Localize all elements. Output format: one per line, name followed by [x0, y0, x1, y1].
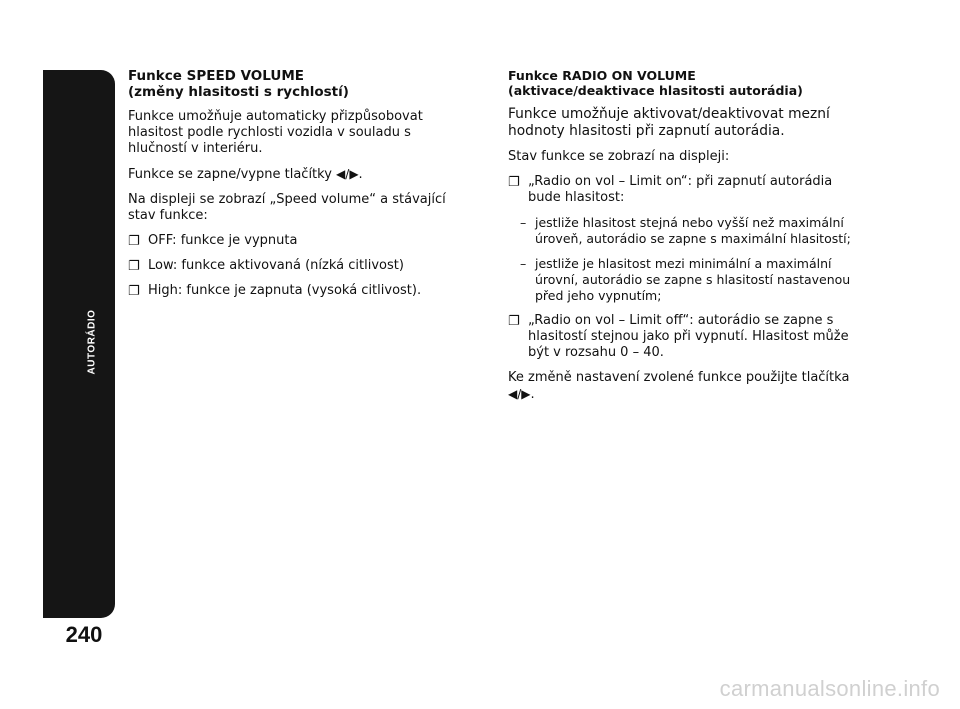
chapter-tab	[43, 70, 115, 618]
chapter-label-text: AUTORÁDIO	[86, 309, 98, 375]
list-item	[508, 313, 868, 361]
checkbox-bullet-icon: ❐	[128, 234, 140, 249]
paragraph: Funkce umožňuje aktivovat/deaktivovat mezní hodnoty hlasitosti při zapnutí autorádia.	[508, 106, 830, 139]
list-item	[128, 283, 473, 299]
paragraph: Funkce umožňuje automaticky přizpůsobovat hlasitost podle rychlosti vozidla v souladu s hlučností v interiéru.	[128, 109, 423, 156]
paragraph	[128, 166, 473, 183]
paragraph-end: .	[358, 167, 363, 182]
sub-list-item-text: jestliže je hlasitost mezi minimální a maximální úrovní, autorádio se zapne s hlasitostí nastavenou před jeho vypnutím;	[535, 256, 851, 303]
paragraph: Stav funkce se zobrazí na displeji:	[508, 149, 730, 164]
page-number: 240	[65, 622, 103, 647]
checkbox-bullet-icon: ❐	[128, 259, 140, 274]
sub-list-item-text: jestliže hlasitost stejná nebo vyšší než maximální úroveň, autorádio se zapne s maximální hlasitostí;	[535, 215, 851, 246]
sub-list-item	[508, 215, 868, 247]
checkbox-bullet-icon: ❐	[128, 284, 140, 299]
right-column	[508, 68, 868, 412]
dash-bullet: –	[520, 215, 527, 230]
list-item-text: OFF: funkce je vypnuta	[148, 233, 298, 248]
heading-line-1: Funkce SPEED VOLUME	[128, 68, 305, 84]
speed-volume-heading	[128, 68, 473, 100]
heading-line-1: Funkce RADIO ON VOLUME	[508, 68, 696, 83]
heading-line-2: (změny hlasitosti s rychlostí)	[128, 84, 349, 100]
list-item	[128, 233, 473, 249]
paragraph-text: Ke změně nastavení zvolené funkce použijte tlačítka	[508, 370, 850, 385]
list-item	[508, 174, 868, 206]
checkbox-bullet-icon: ❐	[508, 314, 520, 329]
left-column	[128, 68, 473, 308]
left-right-arrows-icon: ◀/▶	[336, 167, 359, 181]
sub-list-item	[508, 256, 868, 304]
list-item	[128, 258, 473, 274]
checkbox-bullet-icon: ❐	[508, 175, 520, 190]
heading-line-2: (aktivace/deaktivace hlasitosti autorádia)	[508, 83, 803, 98]
paragraph	[508, 370, 868, 403]
paragraph-end: .	[530, 387, 535, 402]
watermark: carmanualsonline.info	[719, 676, 940, 701]
paragraph: Na displeji se zobrazí „Speed volume“ a stávající stav funkce:	[128, 192, 446, 223]
dash-bullet: –	[520, 256, 527, 271]
radio-on-volume-heading	[508, 68, 868, 98]
left-right-arrows-icon: ◀/▶	[508, 387, 531, 401]
list-item-text: High: funkce je zapnuta (vysoká citlivost).	[148, 283, 422, 298]
paragraph-text: Funkce se zapne/vypne tlačítky	[128, 167, 337, 182]
list-item-text: Low: funkce aktivovaná (nízká citlivost)	[148, 258, 404, 273]
list-item-text: „Radio on vol – Limit on“: při zapnutí autorádia bude hlasitost:	[528, 174, 833, 205]
list-item-text: „Radio on vol – Limit off“: autorádio se zapne s hlasitostí stejnou jako při vypnutí. Hlasitost může být v rozsahu 0 – 40.	[528, 313, 849, 360]
